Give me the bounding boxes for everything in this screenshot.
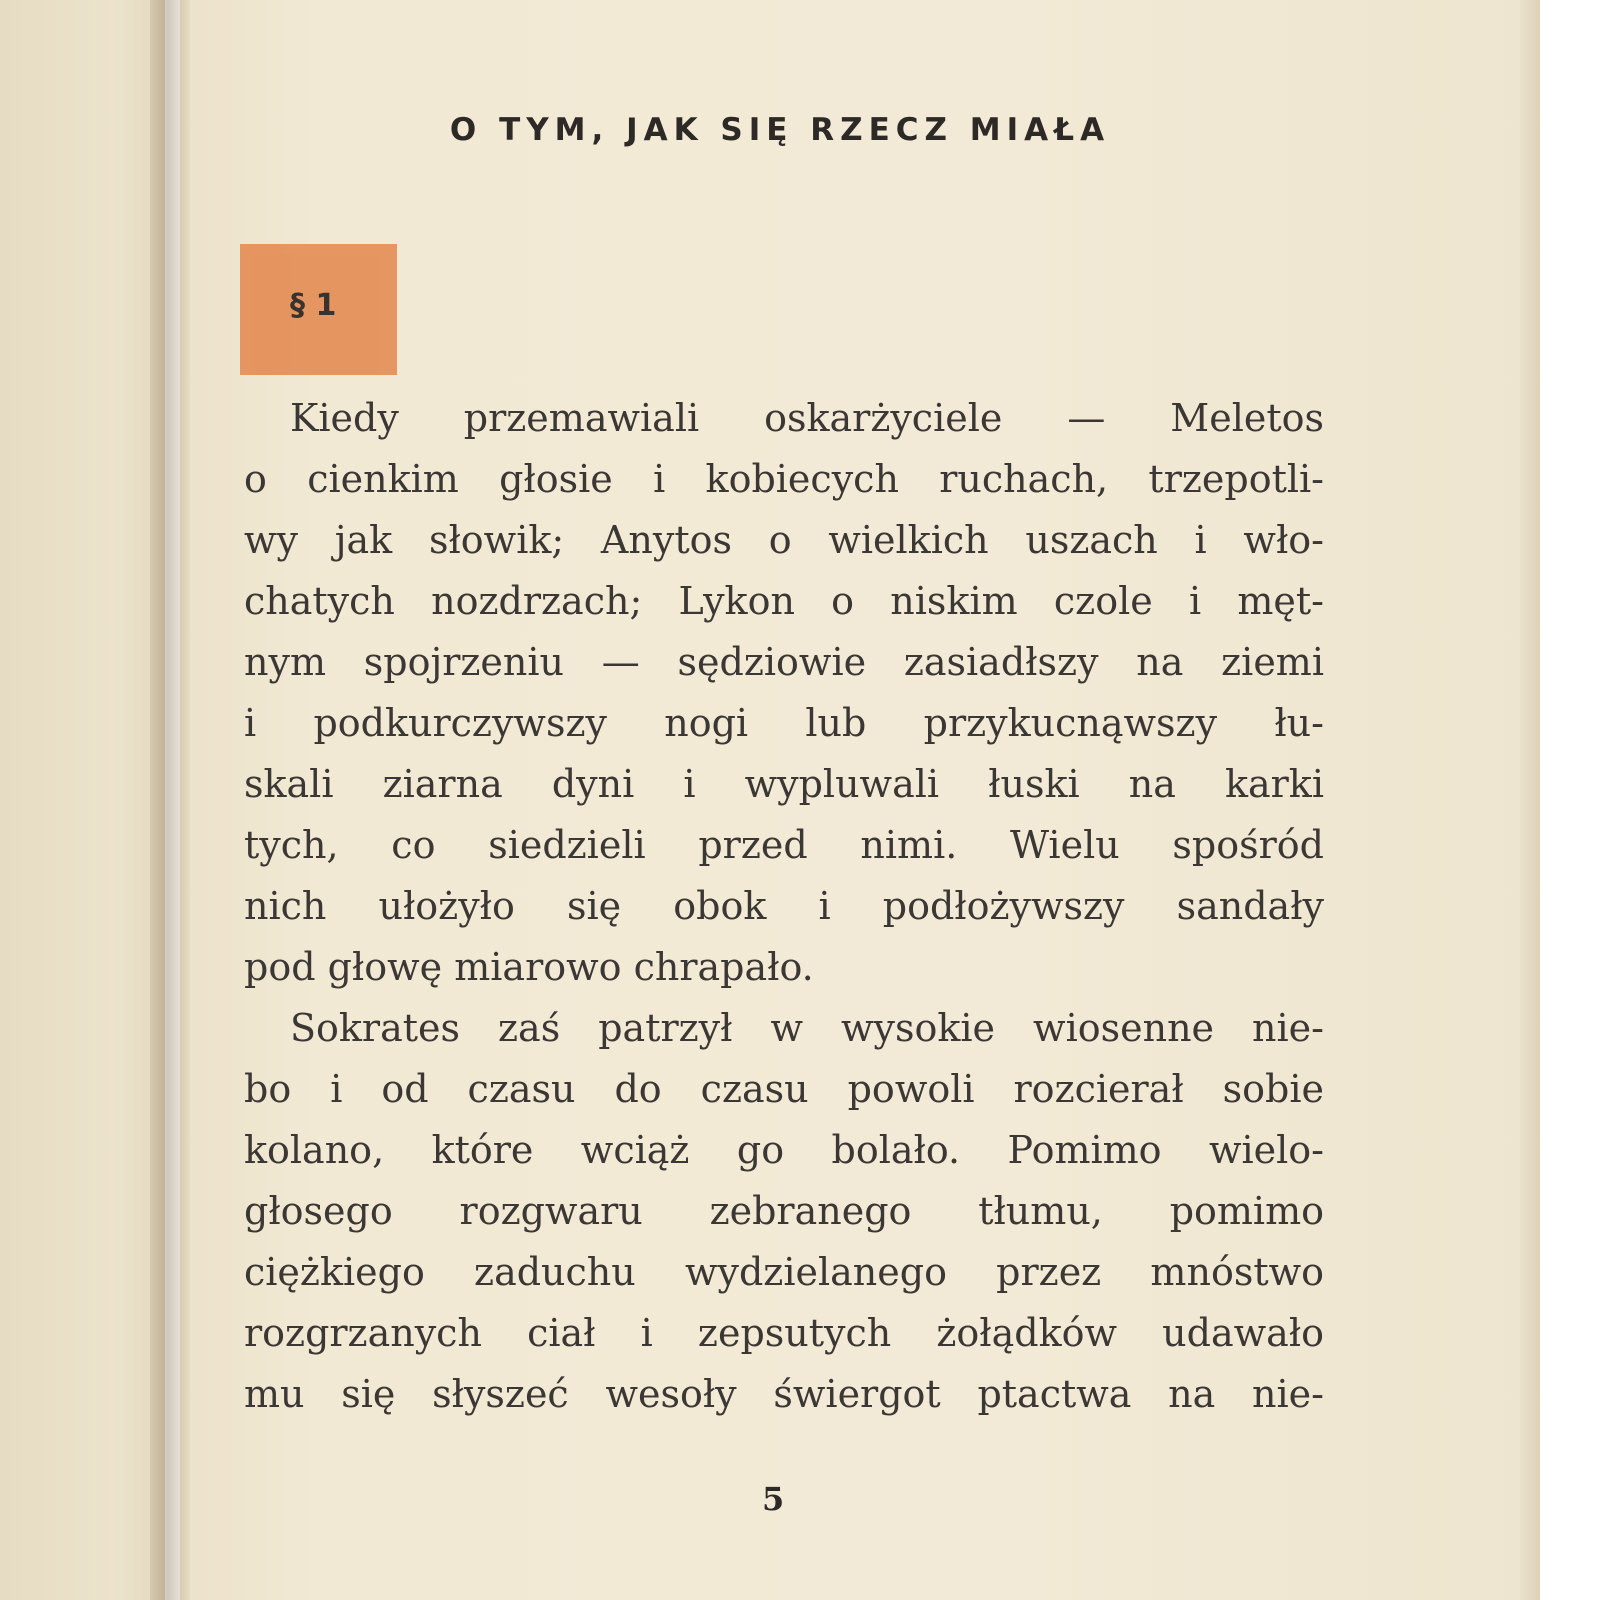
left-page: [0, 0, 165, 1600]
text-line: nym spojrzeniu — sędziowie zasiadłszy na ziemi: [244, 640, 1324, 684]
text-line: i podkurczywszy nogi lub przykucnąwszy łu-: [244, 701, 1324, 745]
text-line: o cienkim głosie i kobiecych ruchach, trzepotli-: [244, 457, 1324, 501]
paragraph-2: [244, 998, 1324, 1425]
paragraph-1: [244, 388, 1324, 998]
text-line: Sokrates zaś patrzył w wysokie wiosenne nie-: [290, 1006, 1324, 1050]
text-line: pod głowę miarowo chrapało.: [244, 945, 814, 989]
book-gutter: [150, 0, 190, 1600]
text-line: skali ziarna dyni i wypluwali łuski na karki: [244, 762, 1324, 806]
section-label: § 1: [240, 244, 397, 375]
body-text: [244, 388, 1324, 1425]
page-edge: [1520, 0, 1540, 1600]
text-line: mu się słyszeć wesoły świergot ptactwa na nie-: [244, 1372, 1324, 1416]
text-line: ciężkiego zaduchu wydzielanego przez mnóstwo: [244, 1250, 1324, 1294]
text-line: bo i od czasu do czasu powoli rozcierał sobie: [244, 1067, 1324, 1111]
text-line: głosego rozgwaru zebranego tłumu, pomimo: [244, 1189, 1324, 1233]
page-number: 5: [762, 1480, 785, 1518]
text-line: nich ułożyło się obok i podłożywszy sandały: [244, 884, 1324, 928]
text-line: Kiedy przemawiali oskarżyciele — Meletos: [290, 396, 1324, 440]
text-line: rozgrzanych ciał i zepsutych żołądków udawało: [244, 1311, 1324, 1355]
text-line: chatych nozdrzach; Lykon o niskim czole i męt-: [244, 579, 1324, 623]
text-line: kolano, które wciąż go bolało. Pomimo wielo-: [244, 1128, 1324, 1172]
text-line: wy jak słowik; Anytos o wielkich uszach i wło-: [244, 518, 1324, 562]
chapter-title: O TYM, JAK SIĘ RZECZ MIAŁA: [449, 112, 1111, 148]
text-line: tych, co siedzieli przed nimi. Wielu spośród: [244, 823, 1324, 867]
